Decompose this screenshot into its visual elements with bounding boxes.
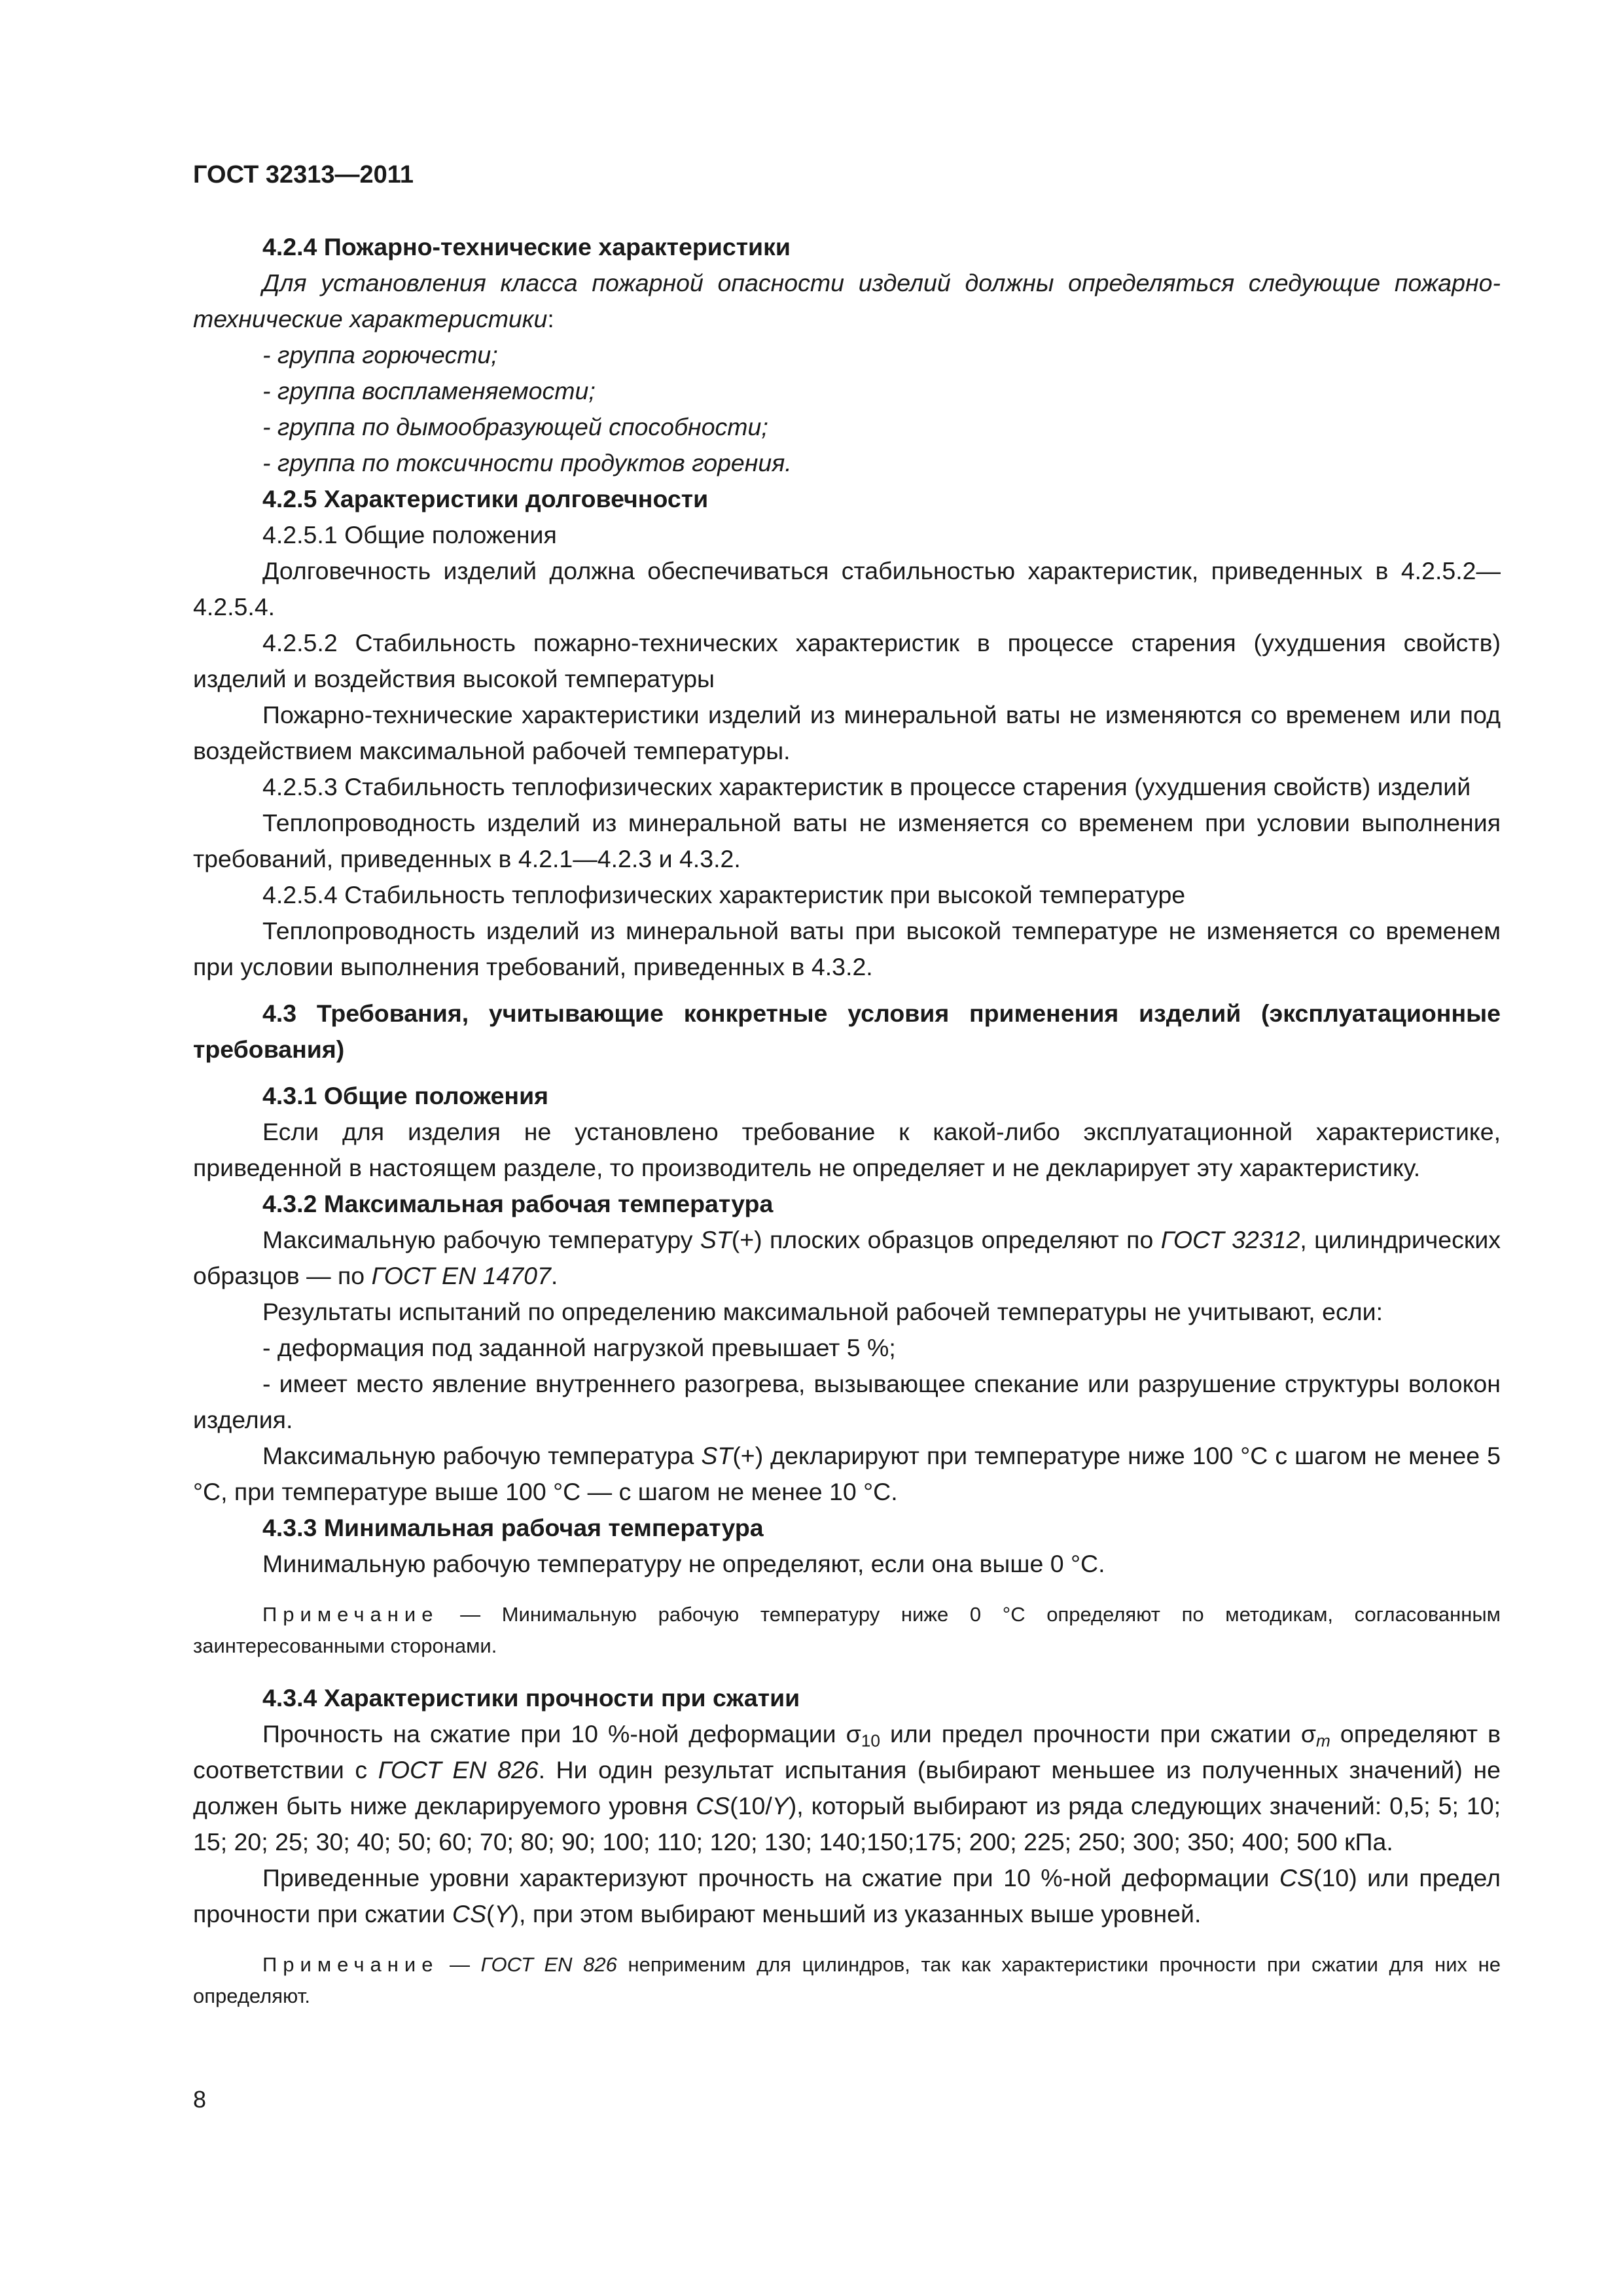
note-label: Примечание xyxy=(262,1603,439,1626)
text-run: определяют в соответствии с xyxy=(193,1720,1501,1784)
paragraph-max-temp xyxy=(193,1222,1501,1294)
note xyxy=(193,1949,1501,2012)
fire-intro-text: Для установления класса пожарной опасности изделий должны определяться следующие пожарно-технические характеристики xyxy=(193,269,1501,332)
symbol-cs: CS xyxy=(452,1900,486,1928)
standard-reference: ГОСТ EN 14707 xyxy=(371,1262,551,1289)
section-heading-4-3-2: 4.3.2 Максимальная рабочая температура xyxy=(262,1190,774,1217)
symbol-y: Y xyxy=(772,1792,789,1820)
list-item: - имеет место явление внутреннего разогрева, вызывающее спекание или разрушение структуры волокон изделия. xyxy=(193,1370,1501,1433)
text-run: . Ни один результат испытания (выбирают меньшее из полученных значений) не должен быть ниже декларируемого уровня xyxy=(193,1756,1501,1820)
section-heading-4-3-3: 4.3.3 Минимальная рабочая температура xyxy=(262,1514,764,1541)
text-run: ( xyxy=(486,1900,495,1928)
note-label: Примечание xyxy=(262,1953,439,1976)
list-item xyxy=(193,409,1501,445)
symbol-sigma: σ xyxy=(1300,1720,1317,1748)
symbol-st: ST xyxy=(701,1442,733,1469)
paragraph: Минимальную рабочую температуру не определяют, если она выше 0 °С. xyxy=(262,1550,1105,1577)
paragraph: Пожарно-технические характеристики изделий из минеральной ваты не изменяются со временем или под воздействием максимальной рабочей температуры. xyxy=(193,701,1501,764)
section-heading-4-3-1: 4.3.1 Общие положения xyxy=(262,1082,549,1109)
paragraph-fire-intro xyxy=(193,265,1501,337)
page-number: 8 xyxy=(193,2086,207,2113)
list-item-text: - группа горючести; xyxy=(262,341,498,368)
document-body xyxy=(193,229,1501,2012)
text-run: (10) или предел прочности при сжатии xyxy=(193,1864,1501,1928)
text-run: ), который выбирают из ряда следующих значений: 0,5; 5; 10; 15; 20; 25; 30; 40; 50; 60; 70; 80; 90; 100; 110; 120; 130; 140;150;175; 200; 225; 250; 300; 350; 400; 500 кПа. xyxy=(193,1792,1501,1856)
list-item-text: - группа по дымообразующей способности; xyxy=(262,413,768,440)
paragraph-levels xyxy=(193,1860,1501,1932)
text-run: Максимальную рабочую температура xyxy=(262,1442,702,1469)
list-item xyxy=(193,337,1501,373)
paragraph-compression xyxy=(193,1716,1501,1860)
paragraph-declare xyxy=(193,1438,1501,1510)
text-run: (10/ xyxy=(730,1792,772,1820)
note-text: — Минимальную рабочую температуру ниже 0 °С определяют по методикам, согласованным заинтересованными сторонами. xyxy=(193,1603,1501,1657)
note xyxy=(193,1599,1501,1662)
list-item-text: - группа по токсичности продуктов горения. xyxy=(262,449,792,476)
text-run: или предел прочности при сжатии xyxy=(880,1720,1301,1748)
standard-reference: ГОСТ EN 826 xyxy=(480,1953,617,1976)
text-run: Максимальную рабочую температуру xyxy=(262,1226,700,1253)
list-item xyxy=(193,373,1501,409)
symbol-cs: CS xyxy=(696,1792,730,1820)
subscript: 10 xyxy=(861,1731,880,1751)
subsection-title-4-2-5-4: 4.2.5.4 Стабильность теплофизических характеристик при высокой температуре xyxy=(262,881,1186,908)
section-heading-4-2-5: 4.2.5 Характеристики долговечности xyxy=(262,485,709,512)
symbol-y: Y xyxy=(494,1900,511,1928)
text-run: ), при этом выбирают меньший из указанных выше уровней. xyxy=(510,1900,1202,1928)
paragraph: Долговечность изделий должна обеспечиваться стабильностью характеристик, приведенных в 4.2.5.2—4.2.5.4. xyxy=(193,557,1501,620)
fire-intro-colon: : xyxy=(547,305,554,332)
text-run: . xyxy=(550,1262,558,1289)
text-run: Приведенные уровни характеризуют прочность на сжатие при 10 %-ной деформации xyxy=(262,1864,1279,1892)
text-run: (+) плоских образцов определяют по xyxy=(731,1226,1161,1253)
symbol-sigma: σ xyxy=(846,1720,861,1748)
text-run: Прочность на сжатие при 10 %-ной деформации xyxy=(262,1720,846,1748)
standard-reference: ГОСТ EN 826 xyxy=(378,1756,539,1784)
note-dash: — xyxy=(438,1953,481,1976)
section-heading-4-3: 4.3 Требования, учитывающие конкретные условия применения изделий (эксплуатационные требования) xyxy=(193,999,1501,1063)
list-item xyxy=(193,445,1501,481)
section-heading-4-2-4: 4.2.4 Пожарно-технические характеристики xyxy=(262,233,791,260)
subsection-title-4-2-5-3: 4.2.5.3 Стабильность теплофизических характеристик в процессе старения (ухудшения свойств) изделий xyxy=(262,773,1471,800)
symbol-st: ST xyxy=(700,1226,732,1253)
note-text: неприменим для цилиндров, так как характеристики прочности при сжатии для них не определяют. xyxy=(193,1953,1501,2007)
standard-reference: ГОСТ 32312 xyxy=(1160,1226,1300,1253)
text-run: (+) декларируют при температуре ниже 100 °С с шагом не менее 5 °С, при температуре выше 100 °С — с шагом не менее 10 °С. xyxy=(193,1442,1501,1505)
subsection-title-4-2-5-2: 4.2.5.2 Стабильность пожарно-технических характеристик в процессе старения (ухудшения свойств) изделий и воздействия высокой температуры xyxy=(193,629,1501,692)
list-item-text: - группа воспламеняемости; xyxy=(262,377,596,404)
text-run: , цилиндрических образцов — по xyxy=(193,1226,1501,1289)
paragraph: Результаты испытаний по определению максимальной рабочей температуры не учитывают, если: xyxy=(262,1298,1383,1325)
paragraph: Теплопроводность изделий из минеральной ваты при высокой температуре не изменяется со временем при условии выполнения требований, приведенных в 4.3.2. xyxy=(193,917,1501,980)
paragraph: Если для изделия не установлено требование к какой-либо эксплуатационной характеристике, приведенной в настоящем разделе, то производитель не определяет и не декларирует эту характеристику. xyxy=(193,1118,1501,1181)
section-heading-4-3-4: 4.3.4 Характеристики прочности при сжатии xyxy=(262,1684,800,1712)
list-item: - деформация под заданной нагрузкой превышает 5 %; xyxy=(262,1334,896,1361)
subsection-title-4-2-5-1: 4.2.5.1 Общие положения xyxy=(262,521,557,548)
paragraph: Теплопроводность изделий из минеральной ваты не изменяется со временем при условии выполнения требований, приведенных в 4.2.1—4.2.3 и 4.3.2. xyxy=(193,809,1501,872)
subscript: m xyxy=(1316,1731,1330,1751)
document-code: ГОСТ 32313—2011 xyxy=(193,161,414,188)
symbol-cs: CS xyxy=(1279,1864,1313,1892)
